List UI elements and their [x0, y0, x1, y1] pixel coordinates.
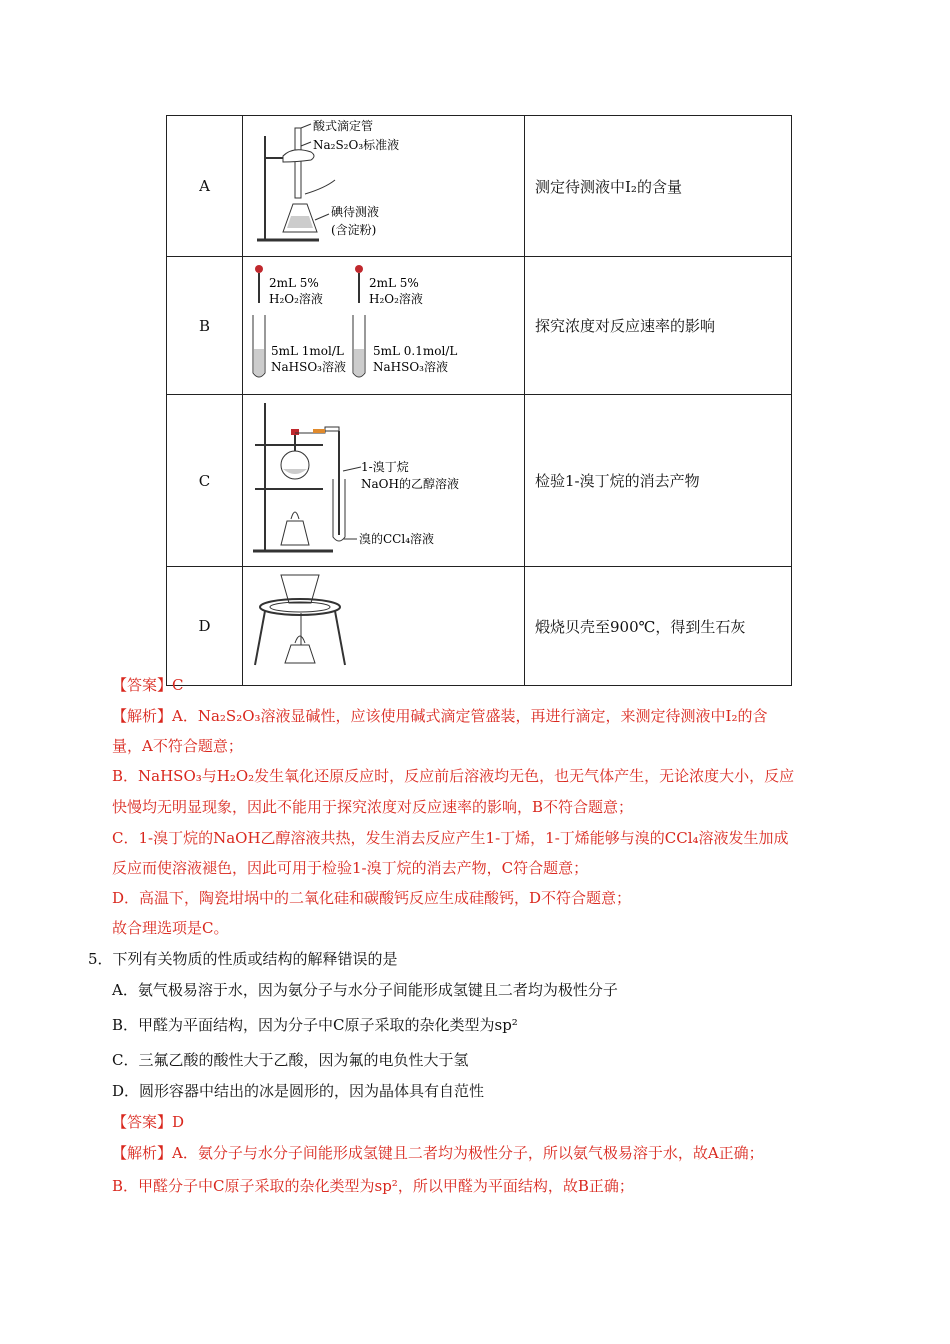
nahso3-solution-label: NaHSO₃溶液	[271, 360, 346, 374]
q5-analysis-line: 【解析】A．氨分子与水分子间能形成氢键且二者均为极性分子，所以氨气极易溶于水，故A正确；	[112, 1144, 764, 1162]
bromine-ccl4-label: 溴的CCl₄溶液	[359, 532, 435, 546]
experiment-purpose: 测定待测液中I₂的含量	[525, 116, 792, 257]
naoh-ethanol-label: NaOH的乙醇溶液	[361, 477, 459, 491]
titration-apparatus-figure	[243, 116, 525, 257]
buret-label: 酸式滴定管	[313, 119, 374, 133]
q5-option-b: B．甲醛为平面结构，因为分子中C原子采取的杂化类型为sp²	[112, 1016, 518, 1034]
q5-option-a: A．氨气极易溶于水，因为氨分子与水分子间能形成氢键且二者均为极性分子	[112, 981, 618, 999]
q4-analysis-line: D．高温下，陶瓷坩埚中的二氧化硅和碳酸钙反应生成硅酸钙，D不符合题意；	[112, 889, 632, 907]
q4-analysis-line: 故合理选项是C。	[112, 919, 229, 937]
q4-analysis-line: 反应而使溶液褪色，因此可用于检验1-溴丁烷的消去产物，C符合题意；	[112, 859, 589, 877]
starch-label: (含淀粉)	[331, 223, 377, 237]
h2o2-volume-label-2: 2mL 5%	[369, 276, 419, 290]
q4-analysis-line: 【解析】A．Na₂S₂O₃溶液显碱性，应该使用碱式滴定管盛装，再进行滴定，来测定待测液中I₂的含	[112, 707, 768, 725]
experiment-purpose: 探究浓度对反应速率的影响	[525, 257, 792, 395]
sample-solution-label: 碘待测液	[331, 205, 380, 219]
table-row	[167, 257, 792, 395]
elimination-apparatus-figure	[243, 395, 525, 567]
nahso3-solution-label-2: NaHSO₃溶液	[373, 360, 448, 374]
q5-option-c: C．三氟乙酸的酸性大于乙酸，因为氟的电负性大于氢	[112, 1051, 469, 1069]
q4-analysis-line: C．1-溴丁烷的NaOH乙醇溶液共热，发生消去反应产生1-丁烯，1-丁烯能够与溴的CCl₄溶液发生加成	[112, 829, 789, 847]
q5-analysis-line: B．甲醛分子中C原子采取的杂化类型为sp²，所以甲醛为平面结构，故B正确；	[112, 1177, 634, 1195]
q4-analysis-line: B．NaHSO₃与H₂O₂发生氧化还原反应时，反应前后溶液均无色，也无气体产生，无论浓度大小，反应	[112, 767, 795, 785]
q4-analysis-line: 快慢均无明显现象，因此不能用于探究浓度对反应速率的影响，B不符合题意；	[112, 798, 634, 816]
table-row	[167, 395, 792, 567]
q5-answer: 【答案】D	[112, 1113, 185, 1131]
test-tubes-figure	[243, 257, 525, 395]
nahso3-conc-label-2: 5mL 0.1mol/L	[373, 344, 458, 358]
h2o2-volume-label: 2mL 5%	[269, 276, 319, 290]
table-row	[167, 567, 792, 686]
crucible-heating-figure	[243, 567, 525, 686]
experiment-purpose: 煅烧贝壳至900℃，得到生石灰	[525, 567, 792, 686]
option-label: A	[167, 116, 243, 257]
option-label: D	[167, 567, 243, 686]
option-label: C	[167, 395, 243, 567]
q4-analysis-line: 量，A不符合题意；	[112, 737, 243, 755]
experiment-purpose: 检验1-溴丁烷的消去产物	[525, 395, 792, 567]
q5-option-d: D．圆形容器中结出的冰是圆形的，因为晶体具有自范性	[112, 1082, 485, 1100]
experiment-table	[166, 115, 792, 686]
nahso3-conc-label: 5mL 1mol/L	[271, 344, 344, 358]
q5-stem: 5．下列有关物质的性质或结构的解释错误的是	[88, 950, 398, 968]
h2o2-solution-label: H₂O₂溶液	[269, 292, 323, 306]
option-label: B	[167, 257, 243, 395]
h2o2-solution-label-2: H₂O₂溶液	[369, 292, 423, 306]
bromobutane-label: 1-溴丁烷	[361, 460, 409, 474]
standard-solution-label: Na₂S₂O₃标准液	[313, 138, 400, 152]
table-row	[167, 116, 792, 257]
q4-answer: 【答案】C	[112, 676, 184, 694]
